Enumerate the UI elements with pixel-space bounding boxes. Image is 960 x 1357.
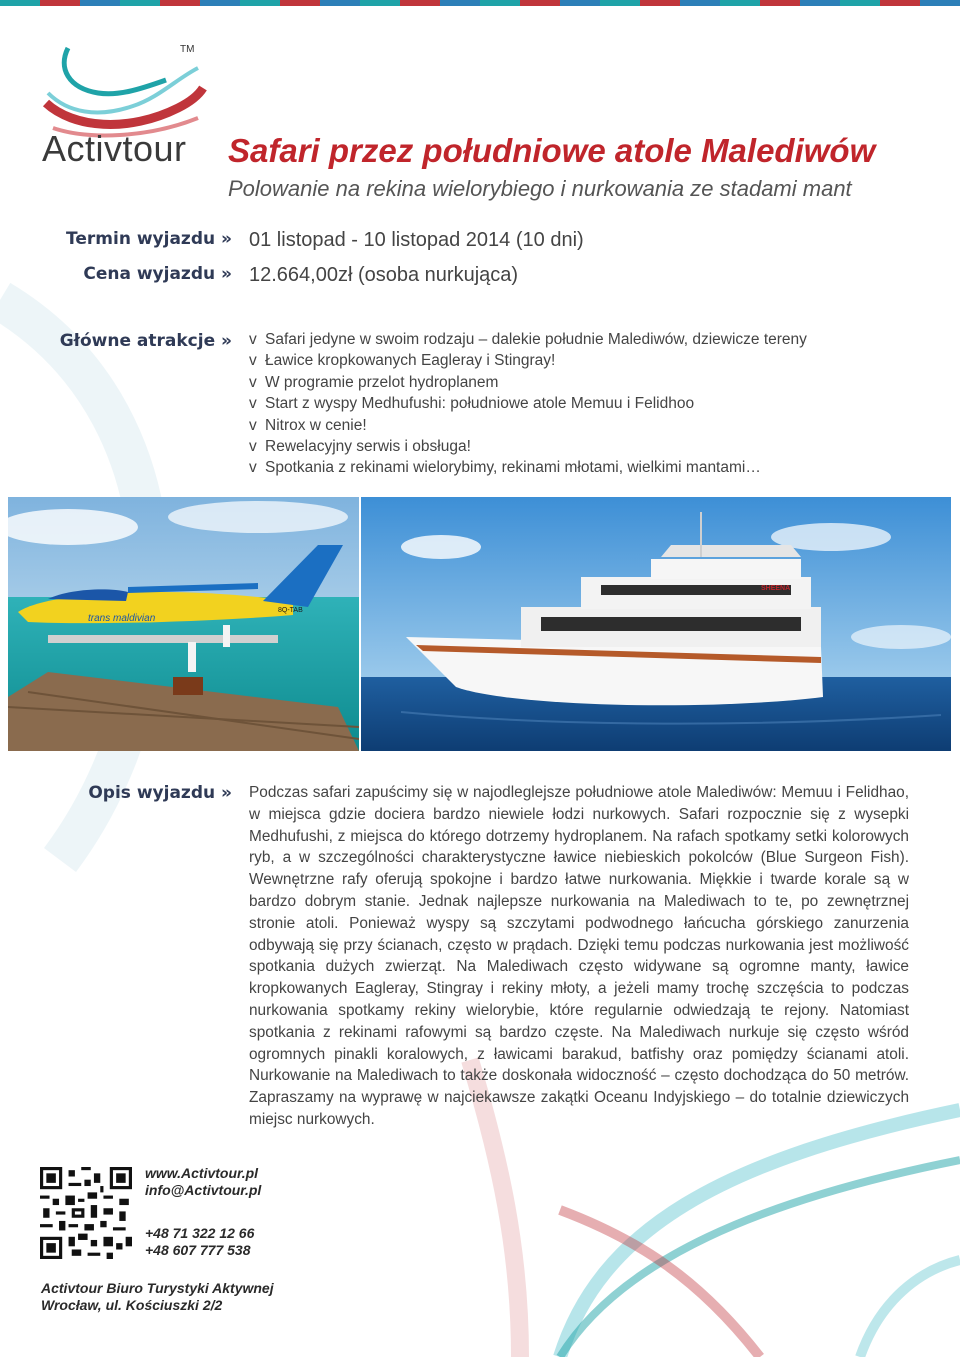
attractions-label: Główne atrakcje » <box>59 331 232 351</box>
qr-code-icon <box>40 1167 132 1259</box>
boat-photo <box>361 497 951 751</box>
bullet-icon: v <box>249 331 257 348</box>
plane-text: trans maldivian <box>88 613 156 624</box>
list-item: v Spotkania z rekinami wielorybimy, rekinami młotami, wielkimi mantami… <box>249 457 807 478</box>
bullet-icon: v <box>249 395 257 413</box>
bullet-icon: v <box>249 438 257 456</box>
list-item: v Safari jedyne w swoim rodzaju – dalekie południe Malediwów, dziewicze tereny <box>249 329 807 350</box>
brand-name: Activtour <box>42 128 187 169</box>
list-item: v Ławice kropkowanych Eagleray i Stingray! <box>249 350 807 371</box>
bullet-icon: v <box>249 416 257 434</box>
list-item: v Nitrox w cenie! <box>249 415 807 436</box>
list-item: v Rewelacyjny serwis i obsługa! <box>249 436 807 457</box>
list-item: v W programie przelot hydroplanem <box>249 372 807 393</box>
attractions-list <box>249 329 807 479</box>
price-value: 12.664,00zł (osoba nurkująca) <box>249 264 519 286</box>
seaplane-photo <box>8 497 359 751</box>
page-subtitle: Polowanie na rekina wielorybiego i nurkowania ze stadami mant <box>228 176 852 201</box>
website-link[interactable]: www.Activtour.pl <box>145 1165 259 1181</box>
price-label: Cena wyjazdu » <box>83 264 232 284</box>
description-label: Opis wyjazdu » <box>88 783 232 803</box>
description-text: Podczas safari zapuścimy się w najodleglejsze południowe atole Malediwów: Memuu i Felidhao, w miejsca gdzie dociera bardzo niewiele łodzi nurkowych. Safari rozpocznie się z wysepki Medhufushi, z miejsca do którego dotrzemy hydroplanem. Na rafach spotkamy setki kolorowych ryb, a w szczególności charakterystyczne ławice niebieskich pokolców (Blue Surgeon Fish). Wewnętrzne rafy oferują spokojne i bardzo łatwe nurkowania. Miękkie i twarde korale są w bardzo dobrym stanie. Jednak najlepsze nurkowania na Malediwach to te, po zewnętrznej stronie atoli. Ponieważ wyspy są szczytami podwodnego łańcucha górskiego zanurzenia odbywają się przy ścianach, często w prądach. Dzięki temu podczas nurkowania jest możliwość spotkania dużych zwierząt. Na Malediwach często widywane są ogromne manty, ławice kropkowanych Eagleray, Stingray i rekiny młoty, a jeżeli mamy trochę szczęścia to podczas nurkowania spotkamy rekiny wielorybie, które regularnie odwiedzają te rejony. Natomiast spotkania z rekinami rafowymi są bardzo częste. Na Malediwach nurkuje się często wśród ogromnych pinakli koralowych, z ławicami barakud, batfishy oraz pomiędzy ścianami atoli. Nurkowanie na Malediwach to także doskonała widoczność – często dochodząca do 50 metrów. Zapraszamy na wyprawę w najciekawsze zakątki Oceanu Indyjskiego – do totalnie dziewiczych miejsc nurkowych. <box>249 784 909 1128</box>
date-value: 01 listopad - 10 listopad 2014 (10 dni) <box>249 229 584 251</box>
top-color-strip <box>0 0 960 6</box>
plane-registration: 8Q-TAB <box>278 607 303 614</box>
trademark-mark: TM <box>180 44 195 55</box>
company-address: Wrocław, ul. Kościuszki 2/2 <box>41 1297 223 1313</box>
bullet-icon: v <box>249 459 257 477</box>
page-title: Safari przez południowe atole Malediwów <box>228 132 876 169</box>
phone-1: +48 71 322 12 66 <box>145 1225 255 1241</box>
list-item: v Start z wyspy Medhufushi: południowe atole Memuu i Felidhoo <box>249 393 807 414</box>
phone-2: +48 607 777 538 <box>145 1242 251 1258</box>
company-name: Activtour Biuro Turystyki Aktywnej <box>41 1280 274 1296</box>
email-link[interactable]: info@Activtour.pl <box>145 1182 262 1198</box>
boat-name: SHEENA <box>761 585 791 592</box>
bullet-icon: v <box>249 352 257 370</box>
bullet-icon: v <box>249 373 257 391</box>
date-label: Termin wyjazdu » <box>66 229 232 249</box>
